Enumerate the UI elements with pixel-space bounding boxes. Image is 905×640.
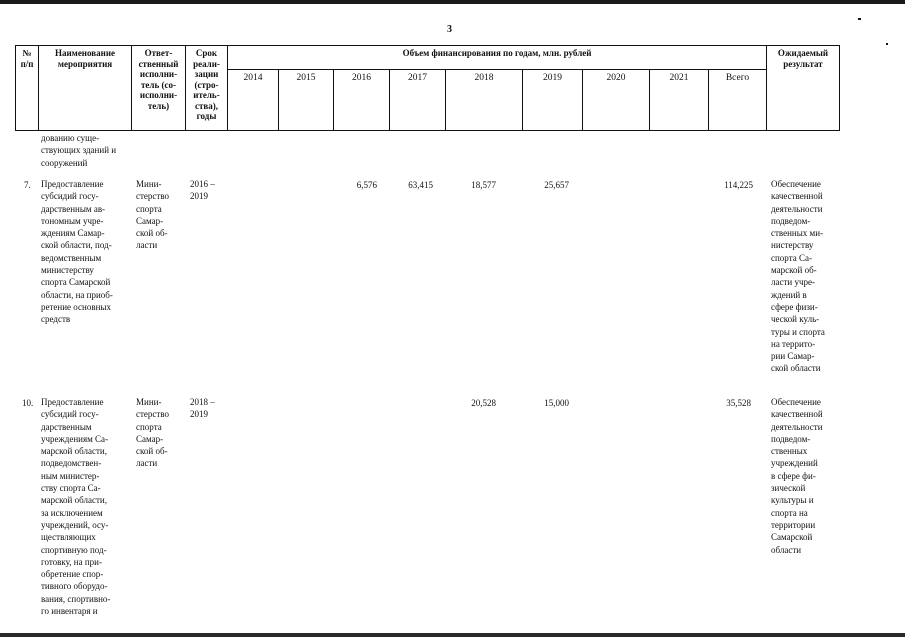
year-header-2018: 2018 xyxy=(474,73,494,83)
year-header-2017: 2017 xyxy=(408,73,427,83)
scan-speck xyxy=(886,43,888,45)
header-responsible: Ответ- ственный исполни- тель (со- исполни- тель) xyxy=(138,48,179,111)
header-name: Наименование мероприятия xyxy=(55,48,115,69)
value-total: 35,528 xyxy=(726,398,751,408)
header-result: Ожидаемый результат xyxy=(777,48,829,69)
row-term: 2016 – 2019 xyxy=(190,179,215,202)
row-number: 10. xyxy=(22,398,34,408)
scan-top-border xyxy=(0,0,905,4)
scan-speck xyxy=(858,18,861,20)
header-term: Срок реали- зации (стро- итель- ства), годы xyxy=(193,48,220,121)
year-header-2016: 2016 xyxy=(352,73,371,83)
grid-line xyxy=(227,69,766,70)
value-2019: 25,657 xyxy=(544,180,569,190)
page-number: 3 xyxy=(447,24,452,35)
row-result: Обеспечение качественной деятельности подведом- ственных ми- нистерству спорта Са- марской об- ласти учре- ждений в сфере физи- ческой куль- туры и спорта на террито- рии Самар- ской области xyxy=(771,179,825,374)
grid-line xyxy=(15,45,839,46)
value-2016: 6,576 xyxy=(356,180,377,190)
year-header-2015: 2015 xyxy=(296,73,316,83)
year-header-2020: 2020 xyxy=(606,73,626,83)
year-header-total: Всего xyxy=(725,73,750,83)
value-2018: 18,577 xyxy=(471,180,496,190)
value-2018: 20,528 xyxy=(471,398,496,408)
value-total: 114,225 xyxy=(724,180,753,190)
grid-line xyxy=(839,45,840,131)
row-name: Предоставление субсидий госу- дарственным учреждениям Са- марской области, подведомствен- ным министер- ству спорта Са- марской области, за исключением учреждений, осу- ществляющих спортивную под- готовку, на при- обретение спор- тивного оборудо- вания, спортивно- го инвентаря и xyxy=(41,397,111,617)
value-2019: 15,000 xyxy=(544,398,569,408)
header-num: № п/п xyxy=(20,48,34,69)
year-header-2019: 2019 xyxy=(543,73,562,83)
scan-bottom-border xyxy=(0,633,905,637)
row-result: Обеспечение качественной деятельности подведом- ственных учреждений в сфере фи- зической культуры и спорта на территории Самарской области xyxy=(771,397,823,555)
value-2017: 63,415 xyxy=(408,180,433,190)
row-term: 2018 – 2019 xyxy=(190,397,215,420)
row-number: 7. xyxy=(24,180,31,190)
row-responsible: Мини- стерство спорта Самар- ской об- ласти xyxy=(136,397,170,469)
row-responsible: Мини- стерство спорта Самар- ской об- ласти xyxy=(136,179,170,251)
year-header-2014: 2014 xyxy=(243,73,263,83)
grid-line xyxy=(15,130,839,131)
row-name: Предоставление субсидий госу- дарственным ав- тономным учре- ждениям Самар- ской области, под- ведомственным министерству спорта Самарской области, на приоб- ретение основных средств xyxy=(41,179,113,325)
header-funding: Объем финансирования по годам, млн. рублей xyxy=(402,48,592,58)
year-header-2021: 2021 xyxy=(669,73,689,83)
carryover-name: дованию суще- ствующих зданий и сооружений xyxy=(41,133,117,168)
